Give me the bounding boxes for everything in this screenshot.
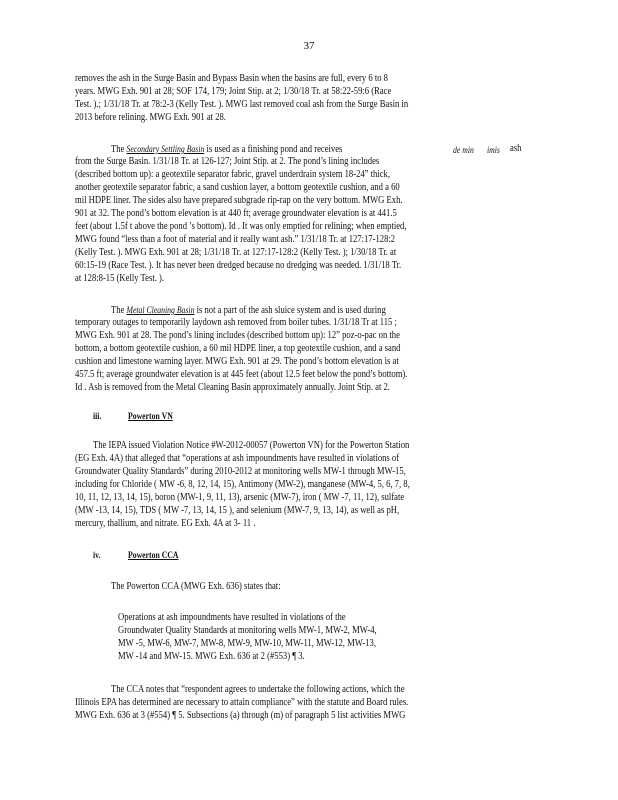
body-line: years. MWG Exh. 901 at 28; SOF 174, 179; Joint Stip. at 2; 1/30/18 Tr. at 58:22-59:6 (Race	[75, 86, 392, 97]
body-line: 60:15-19 (Race Test. ). It has never been dredged because no dredging was needed. 1/31/18 Tr.	[75, 260, 402, 271]
body-line: mil HDPE liner. The sides also have prepared subgrade rip-rap on the very bottom. MWG Exh.	[75, 195, 403, 206]
body-line: temporary outages to temporarily laydown ash removed from boiler tubes. 1/31/18 Tr at 115 ;	[75, 317, 397, 328]
body-line: MWG Exh. 901 at 28. The pond’s lining includes (described bottom up): 12” poz-o-pac on the	[75, 330, 400, 341]
body-word: ash	[510, 143, 522, 154]
latin-term: de min	[453, 145, 474, 155]
paragraph-lead-line	[111, 304, 386, 317]
latin-term: imis	[487, 145, 500, 155]
body-line: 10, 11, 12, 13, 14, 15), boron (MW-1, 9, 11, 13), arsenic (MW-7), iron ( MW -7, 11, 12), sulfate	[75, 492, 405, 503]
quote-line: MW -14 and MW-15. MWG Exh. 636 at 2 (#553) ¶ 3.	[118, 651, 305, 662]
body-line: MWG found “less than a foot of material and it really want ash.” 1/31/18 Tr. at 127:17-128:2	[75, 234, 396, 245]
paragraph-lead-line	[111, 143, 342, 156]
lead-text: is not a part of the ash sluice system and is used during	[194, 305, 386, 316]
body-line: cushion and limestone warning layer. MWG Exh. 901 at 29. The pond’s bottom elevation is at	[75, 356, 399, 367]
body-line: (Kelly Test. ). MWG Exh. 901 at 28; 1/31/18 Tr. at 127:17-128:2 (Kelly Test. ); 1/30/18 Tr. at	[75, 247, 397, 258]
body-line: MWG Exh. 636 at 3 (#554) ¶ 5. Subsections (a) through (m) of paragraph 5 list activities MWG	[75, 710, 406, 721]
body-line: feet (about 1.5f t above the pond ’s bottom). Id . It was only emptied for relining; when emptied,	[75, 221, 407, 232]
body-line: 457.5 ft; average groundwater elevation is at 445 feet (about 12.5 feet below the pond’s bottom).	[75, 369, 408, 380]
body-line: Id . Ash is removed from the Metal Cleaning Basin approximately annually. Joint Stip. at 2.	[75, 382, 390, 393]
body-line: (described bottom up): a geotextile separator fabric, gravel underdrain system 18-24” thick,	[75, 169, 390, 180]
body-line: another geotextile separator fabric, a sand cushion layer, a bottom geotextile cushion, and a 60	[75, 182, 400, 193]
body-line: The IEPA issued Violation Notice #W-2012-00057 (Powerton VN) for the Powerton Station	[93, 440, 410, 451]
section-term: Secondary Settling Basin	[126, 144, 205, 154]
body-line: at 128:8-15 (Kelly Test. ).	[75, 273, 165, 284]
section-number: iv.	[93, 550, 101, 560]
body-line: removes the ash in the Surge Basin and Bypass Basin when the basins are full, every 6 to 8	[75, 73, 388, 84]
quote-line: Operations at ash impoundments have resulted in violations of the	[118, 612, 346, 623]
body-line: Illinois EPA has determined are necessary to attain compliance” with the statute and Board rules.	[75, 697, 409, 708]
lead-text: is used as a finishing pond and receives	[204, 144, 343, 155]
body-line: 2013 before relining. MWG Exh. 901 at 28.	[75, 112, 226, 123]
section-number: iii.	[93, 411, 102, 421]
quote-line: MW -5, MW-6, MW-7, MW-8, MW-9, MW-10, MW-11, MW-12, MW-13,	[118, 638, 376, 649]
body-line: including for Chloride ( MW -6, 8, 12, 14, 15), Antimony (MW-2), manganese (MW-4, 5, 6, 7, 8,	[75, 479, 410, 490]
section-heading: Powerton VN	[128, 411, 173, 421]
body-line: (EG Exh. 4A) that alleged that “operations at ash impoundments have resulted in violations of	[75, 453, 400, 464]
body-line: 901 at 32. The pond’s bottom elevation is at 440 ft; average groundwater elevation is at 441.5	[75, 208, 397, 219]
section-term: Metal Cleaning Basin	[126, 305, 195, 315]
body-line: Groundwater Quality Standards” during 2010-2012 at monitoring wells MW-1 through MW-15,	[75, 466, 406, 477]
body-line: bottom, a bottom geotextile cushion, a 60 mil HDPE liner, a top geotextile cushion, and a sand	[75, 343, 401, 354]
body-line: from the Surge Basin. 1/31/18 Tr. at 126-127; Joint Stip. at 2. The pond’s lining includes	[75, 156, 380, 167]
body-line: mercury, thallium, and nitrate. EG Exh. 4A at 3- 11 .	[75, 518, 256, 529]
page-number: 37	[303, 40, 315, 52]
lead-text: The	[111, 305, 127, 316]
quote-line: Groundwater Quality Standards at monitoring wells MW-1, MW-2, MW-4,	[118, 625, 377, 636]
body-line: The CCA notes that “respondent agrees to undertake the following actions, which the	[111, 684, 405, 695]
lead-text: The	[111, 144, 127, 155]
section-heading: Powerton CCA	[128, 550, 179, 560]
body-line: (MW -13, 14, 15), TDS ( MW -7, 13, 14, 15 ), and selenium (MW-7, 9, 13, 14), as well as pH,	[75, 505, 400, 516]
body-line: Test. ).; 1/31/18 Tr. at 78:2-3 (Kelly Test. ). MWG last removed coal ash from the Surge Basin in	[75, 99, 409, 110]
body-line: The Powerton CCA (MWG Exh. 636) states that:	[111, 581, 281, 592]
